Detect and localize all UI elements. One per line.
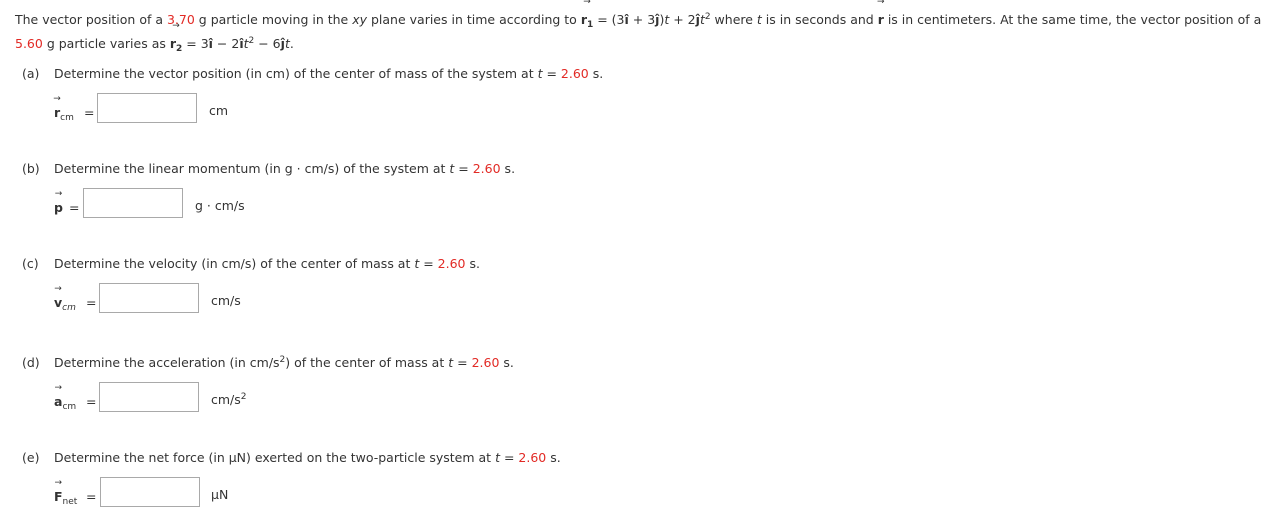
answer-symbol: → $a_{cm}$: [54, 394, 76, 410]
answer-row-c: → $v_{cm}$ = cm/s: [0, 283, 600, 319]
question-part-e: (e) Determine the net force (in µN) exerted on the two-particle system at t = 2.60 s.: [22, 450, 561, 465]
answer-symbol: → $v_{cm}$: [54, 295, 76, 311]
answer-row-a: → $r_{cm}$ = cm: [0, 93, 600, 129]
answer-input-momentum[interactable]: [83, 188, 183, 218]
answer-input-position-cm[interactable]: [97, 93, 197, 123]
answer-symbol: → $r_{cm}$: [54, 105, 74, 121]
answer-input-net-force[interactable]: [100, 477, 200, 507]
question-part-b: (b) Determine the linear momentum (in g · cm/s) of the system at t = 2.60 s.: [22, 161, 516, 176]
r1-vector-symbol: → $r_1$: [581, 8, 593, 32]
question-part-c: (c) Determine the velocity (in cm/s) of the center of mass at t = 2.60 s.: [22, 256, 480, 271]
mass-2-value: 5.60: [15, 36, 43, 51]
answer-symbol: → $F_{net}$: [54, 489, 77, 505]
unit-label: µN: [211, 487, 229, 502]
question-part-a: (a) Determine the vector position (in cm) of the center of mass of the system at t = 2.60 s.: [22, 66, 604, 81]
unit-label: cm: [209, 103, 229, 118]
r2-vector-symbol: → $r_2$: [170, 32, 182, 56]
answer-row-e: → $F_{net}$ = µN: [0, 477, 600, 513]
answer-input-acceleration-cm[interactable]: [99, 382, 199, 412]
answer-input-velocity-cm[interactable]: [99, 283, 199, 313]
answer-row-b: → p = g · cm/s: [0, 188, 600, 224]
answer-symbol: → p: [54, 200, 63, 216]
unit-label: g · cm/s: [195, 198, 245, 213]
unit-label: $cm/s^2$: [211, 392, 247, 407]
problem-statement: The vector position of a 3.70 g particle moving in the xy plane varies in time according to → $r_1$ = (3î + 3ĵ)t + $2ĵt^2$ where t is in seconds and → r is in centimeters. At the same time, the vector position of a 5.60 g particle varies as → $r_2$ = 3î − $2ît^2$ − 6ĵt.: [15, 8, 1265, 56]
r-vector-symbol: → r: [878, 8, 884, 32]
answer-row-d: → $a_{cm}$ = $cm/s^2$: [0, 382, 600, 418]
mass-1-value: 3.70: [166, 12, 195, 27]
question-part-d: (d) Determine the acceleration (in $cm/s^2$) of the center of mass at t = 2.60 s.: [22, 355, 514, 370]
unit-label: cm/s: [211, 293, 241, 308]
